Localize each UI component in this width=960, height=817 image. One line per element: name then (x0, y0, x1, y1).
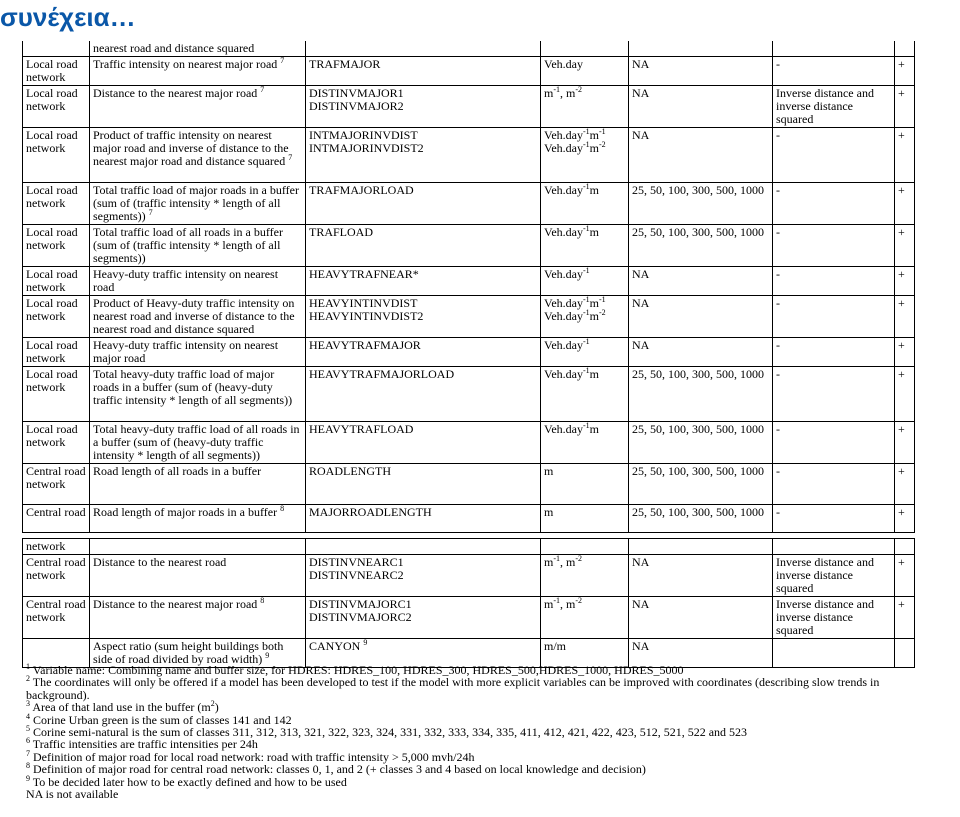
buffer-cell: NA (629, 338, 773, 367)
sign-cell: + (895, 296, 915, 338)
transform-cell: - (773, 422, 895, 464)
table-row (23, 128, 915, 183)
footnote: $^2$ The coordinates will only be offered if a model has been developed to test if the model with more explicit variables can be improved with coordinates (describing slow trends in background). (26, 674, 880, 702)
description-cell: Product of Heavy-duty traffic intensity on nearest road and inverse of distance to the nearest road and distance squared (90, 296, 306, 338)
unit-cell: $Veh.day^{-1}m^{-1}$ $Veh.day^{-1}m^{-2}$ (541, 128, 629, 183)
sign-cell: + (895, 464, 915, 505)
footnote: $^5$ Corine semi-natural is the sum of classes 311, 312, 313, 321, 322, 323, 324, 331, 332, 333, 334, 335, 411, 412, 421, 422, 423, 512, 521, 522 and 523 (26, 724, 748, 740)
description-cell: Traffic intensity on nearest major road $^7$ (90, 57, 306, 86)
transform-cell: - (773, 267, 895, 296)
transform-cell: - (773, 128, 895, 183)
description-cell: Product of traffic intensity on nearest major road and inverse of distance to the nearest major road and distance squared $^7$ (90, 128, 306, 183)
table-row-continuation (23, 539, 915, 555)
footnote: $^9$ To be decided later how to be exactly defined and how to be used (26, 773, 347, 789)
description-cell: Road length of major roads in a buffer $^8$ (90, 505, 306, 533)
unit-cell: m (541, 505, 629, 533)
table-row (23, 505, 915, 533)
continuation-cell: network (23, 539, 90, 555)
unit-cell: Veh.day$^{-1}$ (541, 338, 629, 367)
unit-cell: $m^{-1}$, $m^{-2}$ (541, 597, 629, 639)
variable-cell: TRAFMAJOR (306, 57, 541, 86)
description-cell: Road length of all roads in a buffer (90, 464, 306, 505)
table-row-fragment (23, 41, 915, 57)
sign-cell: + (895, 128, 915, 183)
category-cell: Local road network (23, 338, 90, 367)
footnote: $^4$ Corine Urban green is the sum of classes 141 and 142 (26, 711, 292, 727)
sign-cell: + (895, 267, 915, 296)
description-cell: Total traffic load of all roads in a buffer (sum of (traffic intensity * length of all segments)) (90, 225, 306, 267)
transform-cell: - (773, 338, 895, 367)
sign-cell: + (895, 597, 915, 639)
variable-cell: HEAVYTRAFMAJORLOAD (306, 367, 541, 422)
variable-cell: DISTINVNEARC1 DISTINVNEARC2 (306, 555, 541, 597)
footnote: $^7$ Definition of major road for local road network: road with traffic intensity > 5,000 mvh/24h (26, 748, 475, 764)
description-cell: Distance to the nearest major road $^8$ (90, 597, 306, 639)
category-cell: Local road network (23, 128, 90, 183)
footnote: $^6$ Traffic intensities are traffic intensities per 24h (26, 736, 258, 752)
transform-cell: Inverse distance and inverse distance squared (773, 597, 895, 639)
table-row (23, 338, 915, 367)
buffer-cell: NA (629, 86, 773, 128)
sign-cell: + (895, 422, 915, 464)
category-cell: Central road (23, 505, 90, 533)
unit-cell: $m^{-1}$, $m^{-2}$ (541, 555, 629, 597)
category-cell: Local road network (23, 57, 90, 86)
description-cell: Distance to the nearest road (90, 555, 306, 597)
buffer-cell: NA (629, 57, 773, 86)
variable-cell: HEAVYTRAFMAJOR (306, 338, 541, 367)
description-cell: Heavy-duty traffic intensity on nearest road (90, 267, 306, 296)
buffer-cell: NA (629, 128, 773, 183)
category-cell: Local road network (23, 367, 90, 422)
table-row (23, 183, 915, 225)
footnote: $^3$ Area of that land use in the buffer $(m^2)$ (26, 699, 219, 715)
unit-cell: m (541, 464, 629, 505)
variables-table-part-1 (22, 41, 915, 533)
transform-cell: - (773, 464, 895, 505)
buffer-cell: 25, 50, 100, 300, 500, 1000 (629, 225, 773, 267)
variable-cell: MAJORROADLENGTH (306, 505, 541, 533)
table-row (23, 267, 915, 296)
category-cell: Local road network (23, 183, 90, 225)
unit-cell: Veh.day$^{-1}$m (541, 183, 629, 225)
unit-cell: $m^{-1}$, $m^{-2}$ (541, 86, 629, 128)
buffer-cell: NA (629, 555, 773, 597)
footnote: $^1$ Variable name: Combining name and buffer size, for HDRES: HDRES_100, HDRES_300, HDRES_500,HDRES_1000, HDRES_5000 (26, 662, 684, 677)
unit-cell: m/m (541, 639, 629, 668)
description-cell: Total heavy-duty traffic load of major roads in a buffer (sum of (heavy-duty traffic intensity * length of all segments)) (90, 367, 306, 422)
category-cell: Central road network (23, 597, 90, 639)
sign-cell: + (895, 57, 915, 86)
variable-cell: CANYON $^9$ (306, 639, 541, 668)
sign-cell: + (895, 367, 915, 422)
category-cell: Central road network (23, 555, 90, 597)
transform-cell: Inverse distance and inverse distance squared (773, 555, 895, 597)
description-cell: Aspect ratio (sum height buildings both side of road divided by road width) $^9$ (90, 639, 306, 668)
buffer-cell: NA (629, 597, 773, 639)
sign-cell: + (895, 183, 915, 225)
sign-cell: + (895, 338, 915, 367)
table-row (23, 296, 915, 338)
description-cell: Heavy-duty traffic intensity on nearest major road (90, 338, 306, 367)
variable-cell: HEAVYINTINVDIST HEAVYINTINVDIST2 (306, 296, 541, 338)
category-cell: Central road network (23, 464, 90, 505)
table-row (23, 57, 915, 86)
unit-cell: Veh.day (541, 57, 629, 86)
table-row (23, 597, 915, 639)
buffer-cell: 25, 50, 100, 300, 500, 1000 (629, 367, 773, 422)
transform-cell: - (773, 296, 895, 338)
transform-cell: - (773, 57, 895, 86)
table-row (23, 555, 915, 597)
sign-cell: + (895, 555, 915, 597)
table-row (23, 367, 915, 422)
category-cell: Local road network (23, 267, 90, 296)
variables-table-part-2 (22, 538, 915, 668)
page-title: συνέχεια… (0, 2, 136, 32)
description-cell: Distance to the nearest major road $^7$ (90, 86, 306, 128)
table-row (23, 422, 915, 464)
unit-cell: Veh.day$^{-1}$m (541, 225, 629, 267)
variable-cell: HEAVYTRAFLOAD (306, 422, 541, 464)
category-cell: Local road network (23, 225, 90, 267)
transform-cell: - (773, 225, 895, 267)
category-cell: Local road network (23, 296, 90, 338)
footnotes (26, 664, 926, 800)
buffer-cell: NA (629, 639, 773, 668)
category-cell: Local road network (23, 86, 90, 128)
variable-cell: INTMAJORINVDIST INTMAJORINVDIST2 (306, 128, 541, 183)
table-row (23, 86, 915, 128)
transform-cell: - (773, 367, 895, 422)
sign-cell: + (895, 86, 915, 128)
unit-cell: Veh.day$^{-1}$m (541, 367, 629, 422)
footnote: $^8$ Definition of major road for central road network: classes 0, 1, and 2 (+ classes 3 and 4 based on local knowledge and decision) (26, 761, 646, 777)
transform-cell: - (773, 183, 895, 225)
transform-cell: Inverse distance and inverse distance squared (773, 86, 895, 128)
buffer-cell: 25, 50, 100, 300, 500, 1000 (629, 422, 773, 464)
category-cell: Local road network (23, 422, 90, 464)
sign-cell: + (895, 225, 915, 267)
buffer-cell: 25, 50, 100, 300, 500, 1000 (629, 183, 773, 225)
table-row (23, 225, 915, 267)
variable-cell: ROADLENGTH (306, 464, 541, 505)
unit-cell: Veh.day$^{-1}$m (541, 422, 629, 464)
variable-cell: HEAVYTRAFNEAR* (306, 267, 541, 296)
footnote: NA is not available (26, 787, 119, 802)
transform-cell: - (773, 505, 895, 533)
variable-cell: DISTINVMAJORC1 DISTINVMAJORC2 (306, 597, 541, 639)
unit-cell: Veh.day$^{-1}$ (541, 267, 629, 296)
fragment-cell: nearest road and distance squared (90, 41, 306, 57)
buffer-cell: NA (629, 296, 773, 338)
variable-cell: TRAFMAJORLOAD (306, 183, 541, 225)
description-cell: Total heavy-duty traffic load of all roads in a buffer (sum of (heavy-duty traffic intensity * length of all segments)) (90, 422, 306, 464)
description-cell: Total traffic load of major roads in a buffer (sum of (traffic intensity * length of all segments)) $^7$ (90, 183, 306, 225)
table-row (23, 464, 915, 505)
buffer-cell: 25, 50, 100, 300, 500, 1000 (629, 505, 773, 533)
sign-cell: + (895, 505, 915, 533)
variable-cell: DISTINVMAJOR1 DISTINVMAJOR2 (306, 86, 541, 128)
buffer-cell: 25, 50, 100, 300, 500, 1000 (629, 464, 773, 505)
buffer-cell: NA (629, 267, 773, 296)
unit-cell: $Veh.day^{-1}m^{-1}$ $Veh.day^{-1}m^{-2}$ (541, 296, 629, 338)
variable-cell: TRAFLOAD (306, 225, 541, 267)
